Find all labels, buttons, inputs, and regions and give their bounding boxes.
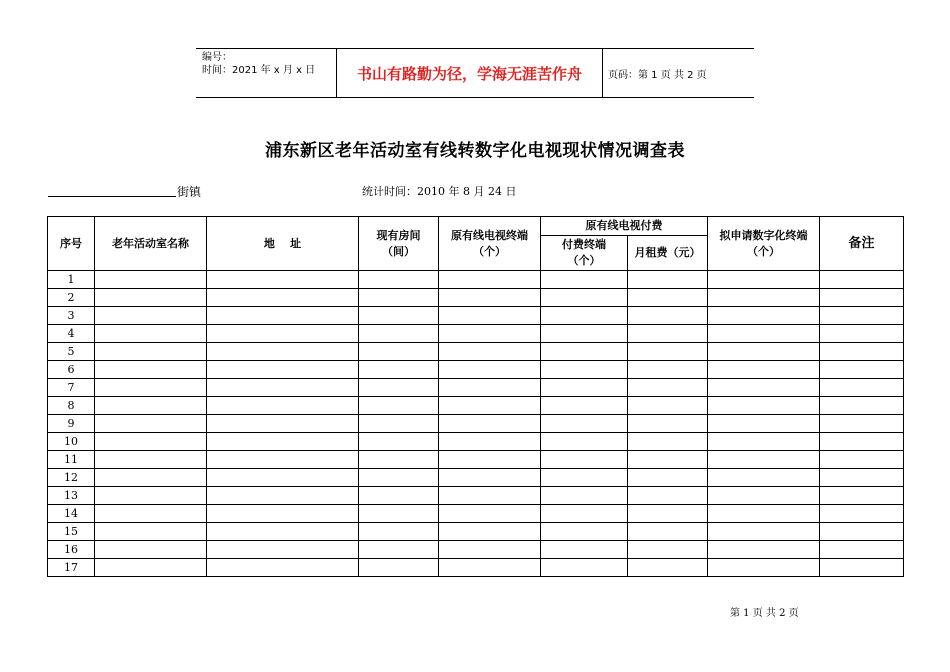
header-terminals	[439, 217, 541, 271]
empty-cell	[207, 433, 359, 451]
header-planned	[708, 217, 820, 271]
empty-cell	[359, 541, 439, 559]
table-row	[48, 343, 904, 361]
motto-text: 书山有路勤为径，学海无涯苦作舟	[337, 49, 603, 97]
table-row	[48, 361, 904, 379]
table-row	[48, 541, 904, 559]
header-rooms-unit: （间）	[382, 244, 415, 258]
empty-cell	[207, 289, 359, 307]
empty-cell	[541, 541, 628, 559]
empty-cell	[541, 433, 628, 451]
empty-cell	[708, 289, 820, 307]
empty-cell	[820, 523, 904, 541]
table-row	[48, 325, 904, 343]
row-seq: 13	[48, 487, 95, 505]
page-title: 浦东新区老年活动室有线转数字化电视现状情况调查表	[265, 141, 685, 161]
empty-cell	[628, 343, 708, 361]
empty-cell	[359, 505, 439, 523]
empty-cell	[820, 415, 904, 433]
empty-cell	[628, 289, 708, 307]
empty-cell	[95, 487, 207, 505]
empty-cell	[541, 397, 628, 415]
empty-cell	[439, 271, 541, 289]
empty-cell	[207, 541, 359, 559]
empty-cell	[820, 307, 904, 325]
row-seq: 2	[48, 289, 95, 307]
empty-cell	[95, 469, 207, 487]
row-seq: 11	[48, 451, 95, 469]
empty-cell	[359, 415, 439, 433]
table-body	[48, 271, 904, 577]
empty-cell	[708, 487, 820, 505]
empty-cell	[207, 307, 359, 325]
survey-table	[47, 216, 904, 577]
header-remarks: 备注	[820, 217, 904, 271]
empty-cell	[207, 487, 359, 505]
header-paid-terminals-unit: （个）	[567, 254, 601, 267]
empty-cell	[439, 451, 541, 469]
empty-cell	[628, 505, 708, 523]
empty-cell	[628, 523, 708, 541]
empty-cell	[820, 505, 904, 523]
row-seq: 10	[48, 433, 95, 451]
empty-cell	[820, 379, 904, 397]
empty-cell	[439, 505, 541, 523]
header-rooms-label: 现有房间	[376, 228, 421, 242]
empty-cell	[359, 307, 439, 325]
empty-cell	[439, 433, 541, 451]
empty-cell	[359, 361, 439, 379]
empty-cell	[359, 487, 439, 505]
page-footer: 第 1 页 共 2 页	[730, 608, 799, 619]
empty-cell	[708, 343, 820, 361]
empty-cell	[708, 505, 820, 523]
empty-cell	[95, 433, 207, 451]
header-terminals-unit: （个）	[473, 244, 506, 258]
empty-cell	[359, 271, 439, 289]
empty-cell	[708, 397, 820, 415]
empty-cell	[628, 379, 708, 397]
empty-cell	[207, 523, 359, 541]
empty-cell	[541, 307, 628, 325]
empty-cell	[628, 433, 708, 451]
header-terminals-label: 原有线电视终端	[451, 228, 528, 242]
empty-cell	[439, 541, 541, 559]
empty-cell	[820, 451, 904, 469]
empty-cell	[708, 361, 820, 379]
table-row	[48, 451, 904, 469]
table-row	[48, 415, 904, 433]
empty-cell	[820, 343, 904, 361]
header-address: 地 址	[207, 217, 359, 271]
empty-cell	[541, 505, 628, 523]
empty-cell	[708, 325, 820, 343]
header-planned-label: 拟申请数字化终端	[719, 228, 808, 242]
empty-cell	[95, 415, 207, 433]
empty-cell	[541, 523, 628, 541]
table-row	[48, 487, 904, 505]
empty-cell	[95, 325, 207, 343]
table-row	[48, 289, 904, 307]
table-row	[48, 271, 904, 289]
empty-cell	[207, 415, 359, 433]
empty-cell	[541, 415, 628, 433]
empty-cell	[95, 307, 207, 325]
header-monthly-fee: 月租费（元）	[628, 236, 708, 271]
empty-cell	[708, 559, 820, 577]
empty-cell	[708, 307, 820, 325]
row-seq: 4	[48, 325, 95, 343]
empty-cell	[207, 325, 359, 343]
table-row	[48, 433, 904, 451]
empty-cell	[359, 469, 439, 487]
empty-cell	[95, 289, 207, 307]
empty-cell	[541, 271, 628, 289]
row-seq: 6	[48, 361, 95, 379]
empty-cell	[439, 325, 541, 343]
empty-cell	[207, 361, 359, 379]
empty-cell	[95, 271, 207, 289]
empty-cell	[439, 397, 541, 415]
empty-cell	[439, 469, 541, 487]
empty-cell	[439, 379, 541, 397]
empty-cell	[439, 487, 541, 505]
empty-cell	[207, 559, 359, 577]
empty-cell	[359, 325, 439, 343]
empty-cell	[820, 397, 904, 415]
empty-cell	[541, 325, 628, 343]
header-name: 老年活动室名称	[95, 217, 207, 271]
empty-cell	[207, 343, 359, 361]
header-rooms	[359, 217, 439, 271]
empty-cell	[359, 379, 439, 397]
empty-cell	[207, 379, 359, 397]
row-seq: 3	[48, 307, 95, 325]
empty-cell	[359, 343, 439, 361]
empty-cell	[628, 325, 708, 343]
empty-cell	[95, 451, 207, 469]
empty-cell	[820, 289, 904, 307]
empty-cell	[541, 451, 628, 469]
empty-cell	[628, 469, 708, 487]
empty-cell	[207, 505, 359, 523]
empty-cell	[95, 343, 207, 361]
empty-cell	[820, 433, 904, 451]
header-paid-terminals	[541, 236, 628, 271]
empty-cell	[708, 271, 820, 289]
empty-cell	[439, 523, 541, 541]
table-row	[48, 469, 904, 487]
empty-cell	[708, 415, 820, 433]
empty-cell	[628, 397, 708, 415]
empty-cell	[628, 451, 708, 469]
empty-cell	[541, 361, 628, 379]
empty-cell	[541, 343, 628, 361]
empty-cell	[541, 469, 628, 487]
empty-cell	[207, 397, 359, 415]
row-seq: 12	[48, 469, 95, 487]
empty-cell	[359, 523, 439, 541]
empty-cell	[628, 307, 708, 325]
empty-cell	[439, 415, 541, 433]
time-label: 时间：2021 年 x 月 x 日	[202, 65, 316, 76]
empty-cell	[820, 271, 904, 289]
empty-cell	[541, 379, 628, 397]
row-seq: 15	[48, 523, 95, 541]
empty-cell	[439, 559, 541, 577]
empty-cell	[628, 361, 708, 379]
street-label: 街镇	[177, 185, 202, 199]
row-seq: 16	[48, 541, 95, 559]
header-meta	[196, 49, 337, 97]
empty-cell	[708, 523, 820, 541]
header-seq: 序号	[48, 217, 95, 271]
empty-cell	[820, 487, 904, 505]
empty-cell	[820, 361, 904, 379]
table-row	[48, 523, 904, 541]
empty-cell	[95, 397, 207, 415]
row-seq: 7	[48, 379, 95, 397]
empty-cell	[820, 325, 904, 343]
row-seq: 5	[48, 343, 95, 361]
empty-cell	[628, 487, 708, 505]
empty-cell	[95, 505, 207, 523]
empty-cell	[95, 541, 207, 559]
stat-time: 统计时间：2010 年 8 月 24 日	[362, 185, 517, 198]
empty-cell	[628, 271, 708, 289]
empty-cell	[439, 289, 541, 307]
empty-cell	[820, 541, 904, 559]
empty-cell	[541, 289, 628, 307]
street-blank-line	[48, 196, 176, 197]
empty-cell	[820, 469, 904, 487]
table-row	[48, 397, 904, 415]
empty-cell	[708, 379, 820, 397]
table-row	[48, 559, 904, 577]
empty-cell	[708, 433, 820, 451]
empty-cell	[708, 451, 820, 469]
empty-cell	[95, 379, 207, 397]
empty-cell	[820, 559, 904, 577]
empty-cell	[628, 541, 708, 559]
empty-cell	[95, 361, 207, 379]
header-planned-unit: （个）	[747, 244, 780, 258]
empty-cell	[207, 451, 359, 469]
row-seq: 17	[48, 559, 95, 577]
row-seq: 1	[48, 271, 95, 289]
document-header	[196, 48, 754, 98]
row-seq: 8	[48, 397, 95, 415]
empty-cell	[359, 397, 439, 415]
empty-cell	[708, 469, 820, 487]
empty-cell	[439, 343, 541, 361]
empty-cell	[541, 487, 628, 505]
empty-cell	[359, 451, 439, 469]
header-paid-group: 原有线电视付费	[541, 217, 708, 236]
empty-cell	[628, 415, 708, 433]
empty-cell	[541, 559, 628, 577]
table-row	[48, 505, 904, 523]
empty-cell	[708, 541, 820, 559]
table-row	[48, 307, 904, 325]
header-paid-terminals-label: 付费终端	[562, 238, 606, 251]
row-seq: 14	[48, 505, 95, 523]
empty-cell	[207, 469, 359, 487]
number-label: 编号：	[202, 52, 232, 63]
empty-cell	[359, 559, 439, 577]
row-seq: 9	[48, 415, 95, 433]
empty-cell	[439, 361, 541, 379]
empty-cell	[95, 559, 207, 577]
empty-cell	[207, 271, 359, 289]
empty-cell	[95, 523, 207, 541]
empty-cell	[628, 559, 708, 577]
header-page-info: 页码：第 1 页 共 2 页	[608, 70, 707, 81]
empty-cell	[439, 307, 541, 325]
empty-cell	[359, 433, 439, 451]
empty-cell	[359, 289, 439, 307]
table-row	[48, 379, 904, 397]
